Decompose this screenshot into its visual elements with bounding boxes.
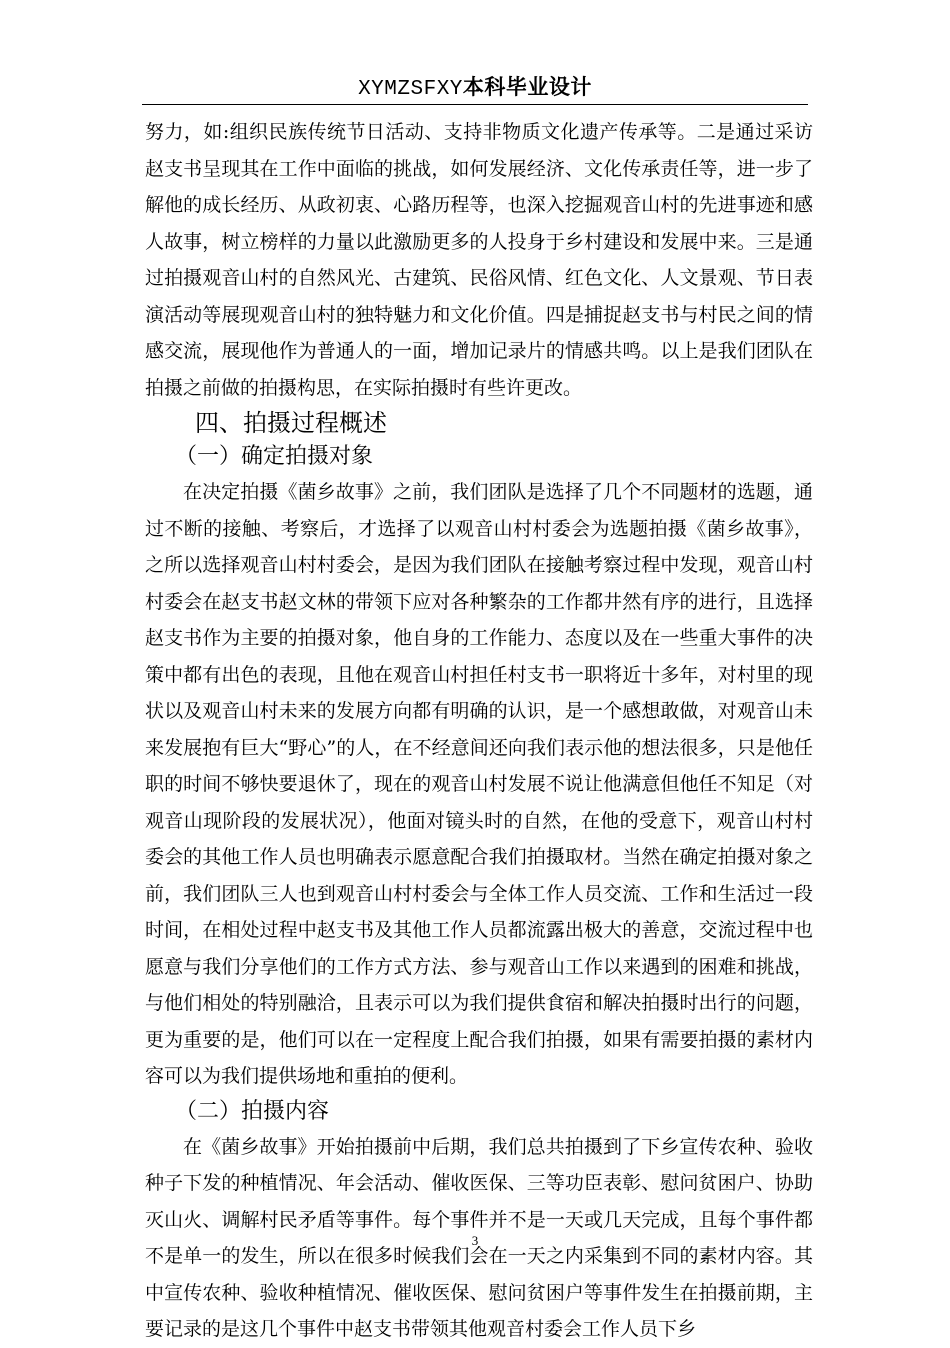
section-heading: 四、拍摄过程概述 — [195, 409, 387, 437]
intro-paragraph: 努力，如:组织民族传统节日活动、支持非物质文化遗产传承等。二是通过采访赵支书呈现其在工作中面临的挑战，如何发展经济、文化传承责任等，进一步了解他的成长经历、从政初衷、心路历程等，也深入挖掘观音山村的先进事迹和感人故事，树立榜样的力量以此激励更多的人投身于乡村建设和发展中来。三是通过拍摄观音山村的自然风光、古建筑、民俗风情、红色文化、人文景观、节日表演活动等展现观音山村的独特魅力和文化价值。四是捕捉赵支书与村民之间的情感交流，展现他作为普通人的一面，增加记录片的情感共鸣。以上是我们团队在拍摄之前做的拍摄构思，在实际拍摄时有些许更改。 — [145, 121, 813, 399]
page-header — [0, 72, 950, 105]
subsection-2-paragraph: 在《菌乡故事》开始拍摄前中后期，我们总共拍摄到了下乡宣传农种、验收种子下发的种植情况、年会活动、催收医保、三等功臣表彰、慰问贫困户、协助灭山火、调解村民矛盾等事件。每个事件并不是一天或几天完成，且每个事件都不是单一的发生，所以在很多时候我们会在一天之内采集到不同的素材内容。其中宣传农种、验收种植情况、催收医保、慰问贫困户等事件发生在拍摄前期，主要记录的是这几个事件中赵支书带领其他观音村委会工作人员下乡 — [145, 1135, 813, 1340]
page-number: 3 — [471, 1233, 479, 1248]
header-title: 本科毕业设计 — [462, 75, 592, 99]
subsection-heading-1: （一）确定拍摄对象 — [175, 444, 374, 469]
header-code: XYMZSFXY — [358, 78, 463, 101]
subsection-1-paragraph: 在决定拍摄《菌乡故事》之前，我们团队是选择了几个不同题材的选题，通过不断的接触、考察后，才选择了以观音山村村委会为选题拍摄《菌乡故事》，之所以选择观音山村村委会，是因为我们团队在接触考察过程中发现，观音山村村委会在赵支书赵文林的带领下应对各种繁杂的工作都井然有序的进行，且选择赵支书作为主要的拍摄对象，他自身的工作能力、态度以及在一些重大事件的决策中都有出色的表现，且他在观音山村担任村支书一职将近十多年，对村里的现状以及观音山村未来的发展方向都有明确的认识，是一个感想敢做，对观音山未来发展抱有巨大“野心”的人，在不经意间还向我们表示他的想法很多，只是他任职的时间不够快要退休了，现在的观音山村发展不说让他满意但他任不知足（对观音山现阶段的发展状况），他面对镜头时的自然，在他的受意下，观音山村村委会的其他工作人员也明确表示愿意配合我们拍摄取材。当然在确定拍摄对象之前，我们团队三人也到观音山村村委会与全体工作人员交流、工作和生活过一段时间，在相处过程中赵支书及其他工作人员都流露出极大的善意，交流过程中也愿意与我们分享他们的工作方式方法、参与观音山工作以来遇到的困难和挑战，与他们相处的特别融洽，且表示可以为我们提供食宿和解决拍摄时出行的问题，更为重要的是，他们可以在一定程度上配合我们拍摄，如果有需要拍摄的素材内容可以为我们提供场地和重拍的便利。 — [145, 481, 813, 1087]
header-rule — [142, 104, 808, 105]
page-content — [145, 114, 813, 1348]
subsection-heading-2: （二）拍摄内容 — [175, 1098, 330, 1124]
